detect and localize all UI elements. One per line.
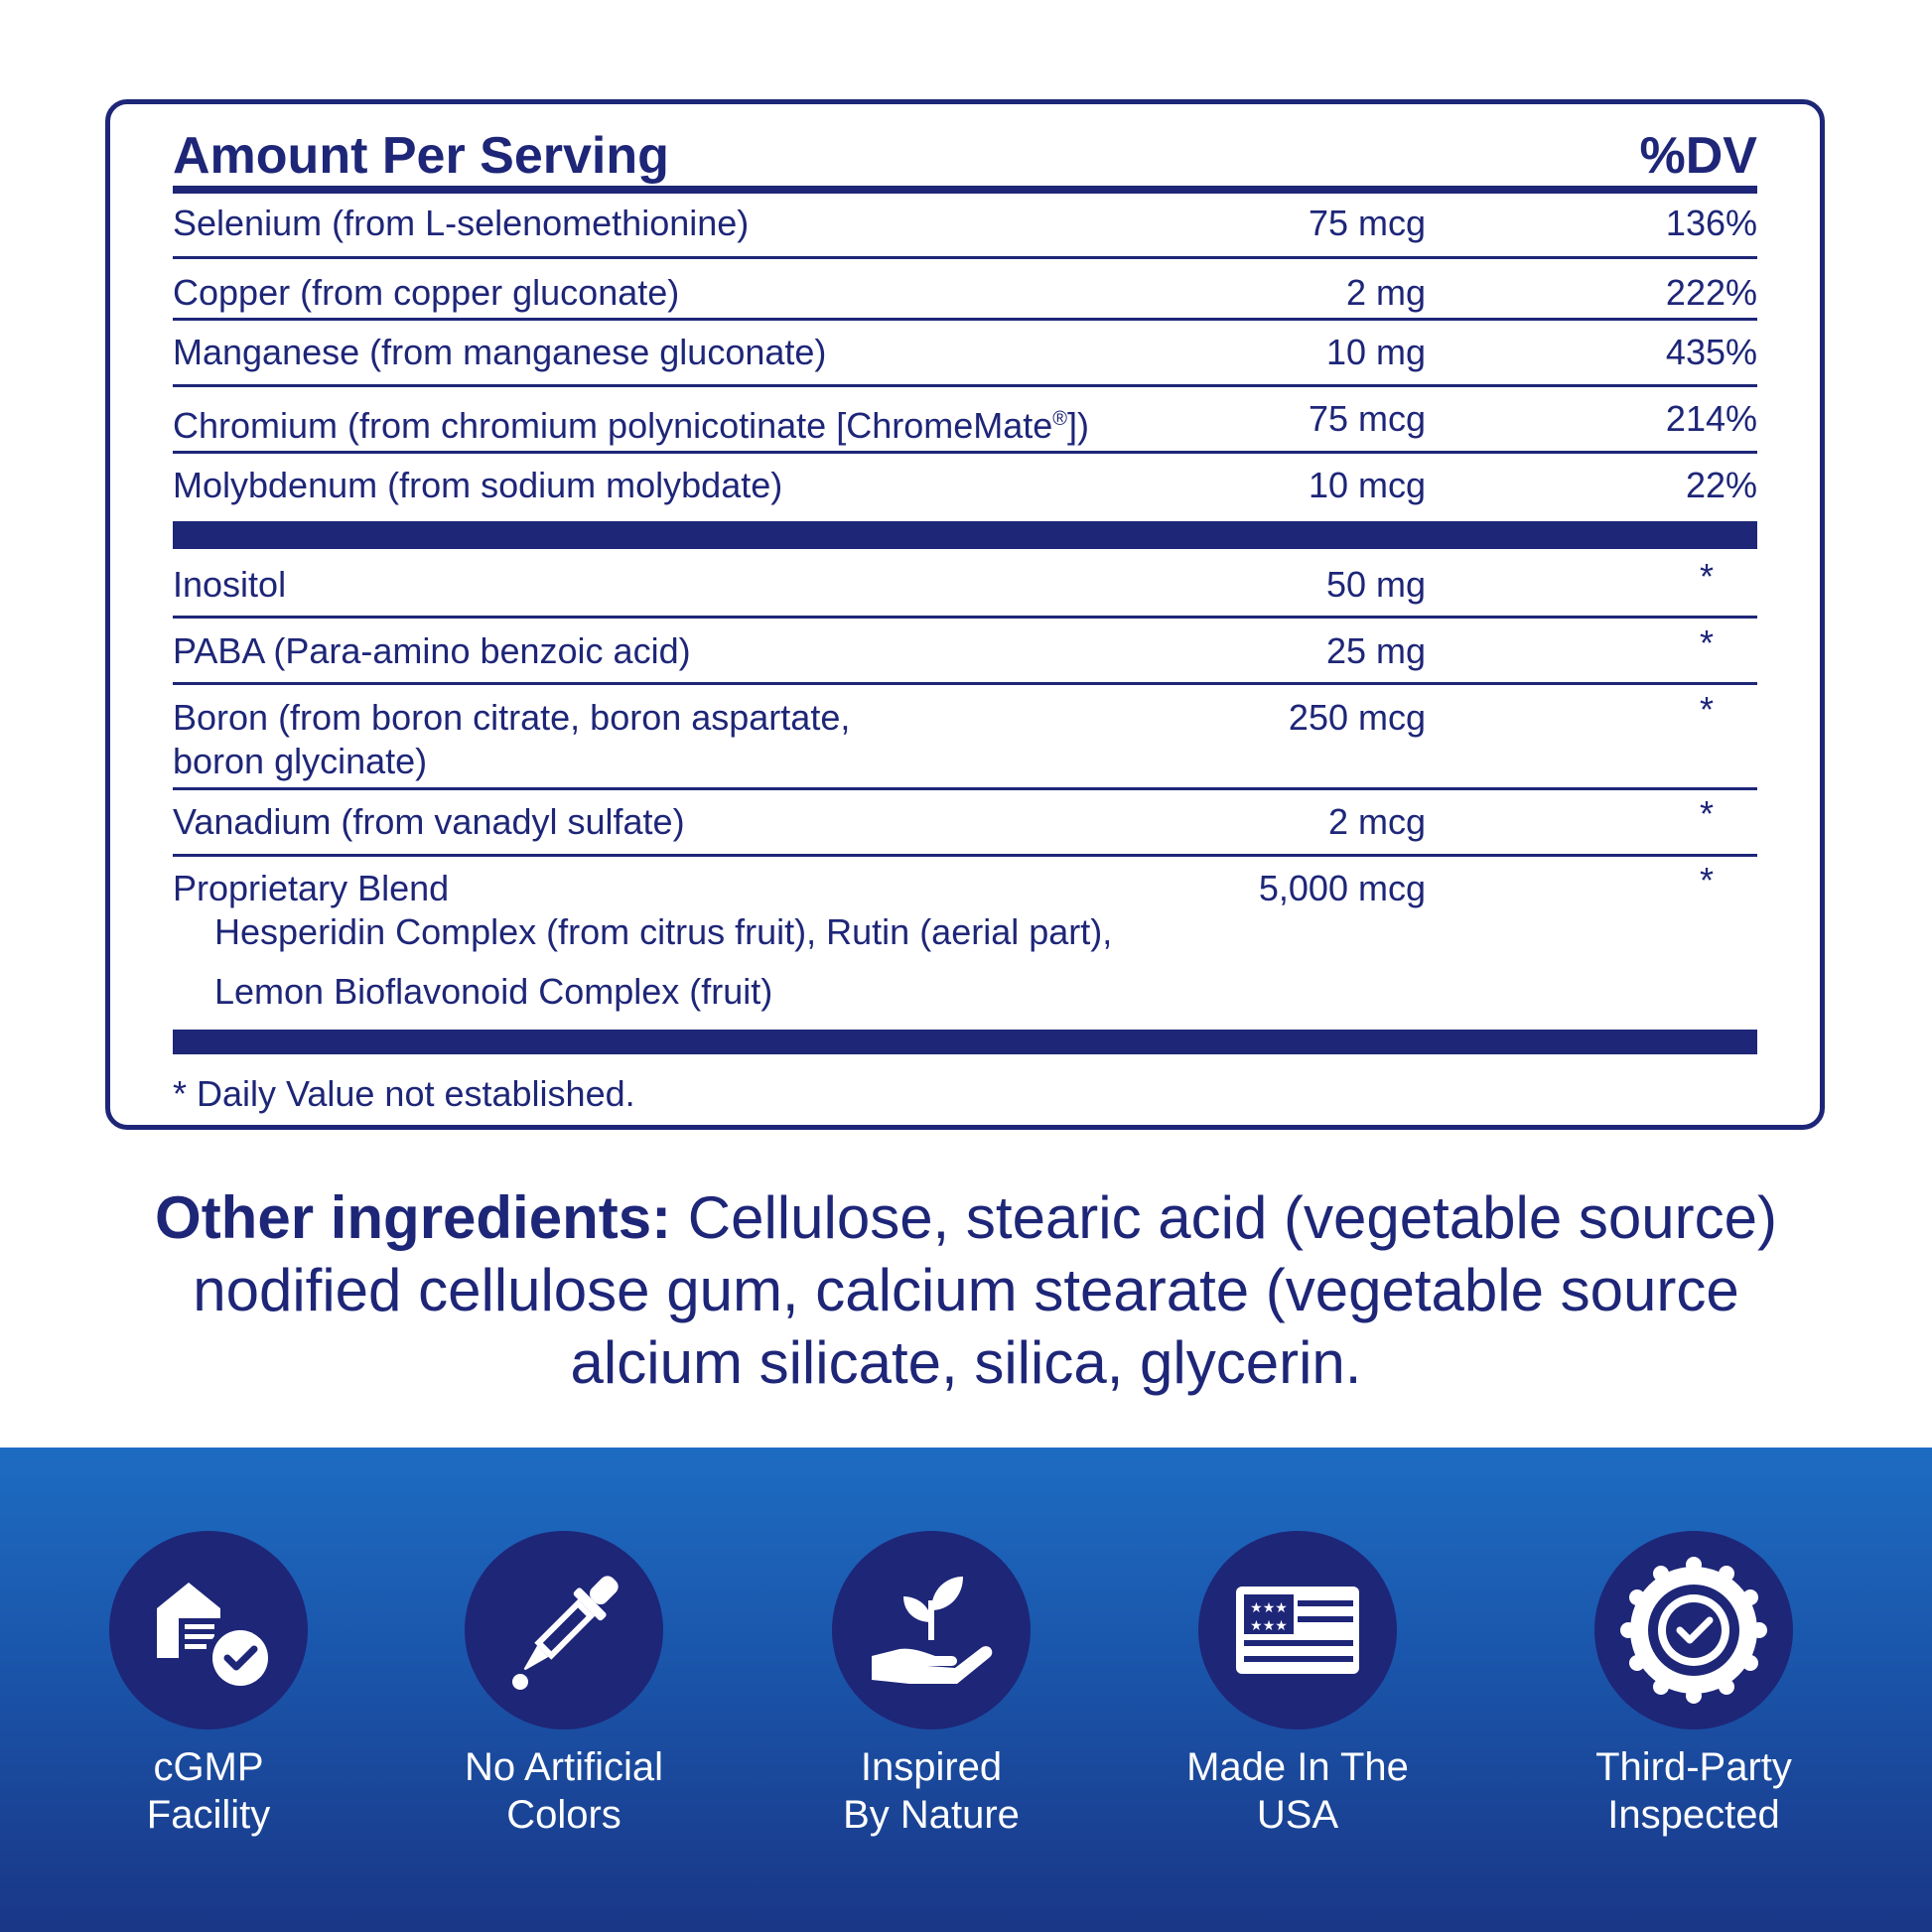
nutrient-amount: 10 mg xyxy=(1325,332,1426,372)
badge-label xyxy=(415,1743,713,1839)
dv-not-established-mark: * xyxy=(1699,556,1714,597)
cgmp-facility-badge xyxy=(109,1531,308,1729)
dv-heading: %DV xyxy=(1639,127,1757,185)
ingredient-name-line2: boron glycinate) xyxy=(173,741,428,781)
ingredient-amount: 5,000 mcg xyxy=(1258,868,1426,908)
badge-label xyxy=(782,1743,1080,1839)
row-divider xyxy=(173,616,1757,619)
nutrient-name: Selenium (from L-selenomethionine) xyxy=(173,203,750,243)
row-divider xyxy=(173,256,1757,259)
nutrient-name: Manganese (from manganese gluconate) xyxy=(173,332,827,372)
inspired-by-nature-badge xyxy=(832,1531,1031,1729)
svg-text:★★★: ★★★ xyxy=(1250,1618,1288,1634)
badge-band xyxy=(0,1448,1932,1932)
ingredient-name xyxy=(173,696,1245,783)
nutrient-name: Copper (from copper gluconate) xyxy=(173,272,680,313)
dropper-icon xyxy=(465,1531,663,1729)
nutrient-name: Molybdenum (from sodium molybdate) xyxy=(173,465,783,505)
badge-label xyxy=(60,1743,357,1839)
nutrient-name-tail: ]) xyxy=(1067,405,1090,446)
badge-label-line: Made In The xyxy=(1186,1745,1409,1789)
section-bar xyxy=(173,521,1757,549)
ingredient-amount: 25 mg xyxy=(1325,630,1426,671)
ingredient-name: Vanadium (from vanadyl sulfate) xyxy=(173,801,685,842)
badge-label-line: Facility xyxy=(146,1793,271,1837)
plant-hand-icon xyxy=(832,1531,1031,1729)
nutrient-name-text: Chromium (from chromium polynicotinate [ChromeMate xyxy=(173,405,1053,446)
third-party-inspected-badge xyxy=(1594,1531,1793,1729)
badge-label-line: Inspected xyxy=(1607,1793,1780,1837)
ingredient-name-line1: Boron (from boron citrate, boron aspartate, xyxy=(173,697,851,738)
row-divider xyxy=(173,318,1757,321)
badge-label-line: Third-Party xyxy=(1595,1745,1792,1789)
row-divider xyxy=(173,854,1757,857)
dv-not-established-mark: * xyxy=(1699,860,1714,900)
cgmp-facility-icon xyxy=(109,1531,308,1729)
header-rule xyxy=(173,186,1757,194)
supplement-facts-panel xyxy=(105,99,1825,1130)
nutrient-amount: 75 mcg xyxy=(1308,398,1426,439)
badge-label-line: Inspired xyxy=(860,1745,1003,1789)
no-artificial-colors-badge xyxy=(465,1531,663,1729)
ingredient-name: Inositol xyxy=(173,564,287,605)
nutrient-dv: 22% xyxy=(1685,465,1757,505)
badge-label-line: No Artificial xyxy=(464,1745,664,1789)
blend-name: Proprietary Blend xyxy=(173,868,450,908)
ingredient-name xyxy=(173,867,1245,1014)
blend-component-line: Lemon Bioflavonoid Complex (fruit) xyxy=(214,971,773,1012)
row-divider xyxy=(173,682,1757,685)
nutrient-dv: 222% xyxy=(1665,272,1757,313)
other-ingredients-label: Other ingredients: xyxy=(155,1184,672,1251)
usa-flag-icon xyxy=(1198,1531,1397,1729)
ingredient-amount: 2 mcg xyxy=(1327,801,1426,842)
ingredient-amount: 50 mg xyxy=(1325,564,1426,605)
other-ingredients xyxy=(149,1181,1783,1399)
section-bar xyxy=(173,1030,1757,1054)
nutrient-dv: 214% xyxy=(1665,398,1757,439)
nutrient-dv: 435% xyxy=(1665,332,1757,372)
row-divider xyxy=(173,787,1757,790)
badge-label-line: Colors xyxy=(506,1793,621,1837)
dv-not-established-mark: * xyxy=(1699,689,1714,730)
badge-label-line: By Nature xyxy=(843,1793,1020,1837)
nutrient-amount: 10 mcg xyxy=(1308,465,1426,505)
row-divider xyxy=(173,384,1757,387)
badge-label-line: cGMP xyxy=(153,1745,264,1789)
footnote: * Daily Value not established. xyxy=(173,1073,635,1114)
made-in-usa-badge xyxy=(1198,1531,1397,1729)
ingredient-amount: 250 mcg xyxy=(1288,697,1426,738)
svg-text:★★★: ★★★ xyxy=(1250,1600,1288,1616)
other-ingredients-text: Cellulose, stearic acid (vegetable source) nodified cellulose gum, calcium stearate (vegetable source alcium silicate, silica, glycerin. xyxy=(193,1184,1777,1396)
facts-header xyxy=(173,114,1757,186)
badge-label-line: USA xyxy=(1256,1793,1339,1837)
registered-mark: ® xyxy=(1052,408,1068,430)
dv-not-established-mark: * xyxy=(1699,622,1714,663)
nutrient-amount: 75 mcg xyxy=(1308,203,1426,243)
inspected-seal-icon xyxy=(1594,1531,1793,1729)
nutrient-amount: 2 mg xyxy=(1345,272,1426,313)
row-divider xyxy=(173,451,1757,454)
blend-component-line: Hesperidin Complex (from citrus fruit), Rutin (aerial part), xyxy=(214,911,1113,952)
badge-label xyxy=(1149,1743,1447,1839)
amount-per-serving-heading: Amount Per Serving xyxy=(173,127,669,185)
badge-label xyxy=(1545,1743,1843,1839)
dv-not-established-mark: * xyxy=(1699,793,1714,834)
ingredient-name: PABA (Para-amino benzoic acid) xyxy=(173,630,691,671)
nutrient-dv: 136% xyxy=(1665,203,1757,243)
nutrient-name xyxy=(173,397,1245,448)
